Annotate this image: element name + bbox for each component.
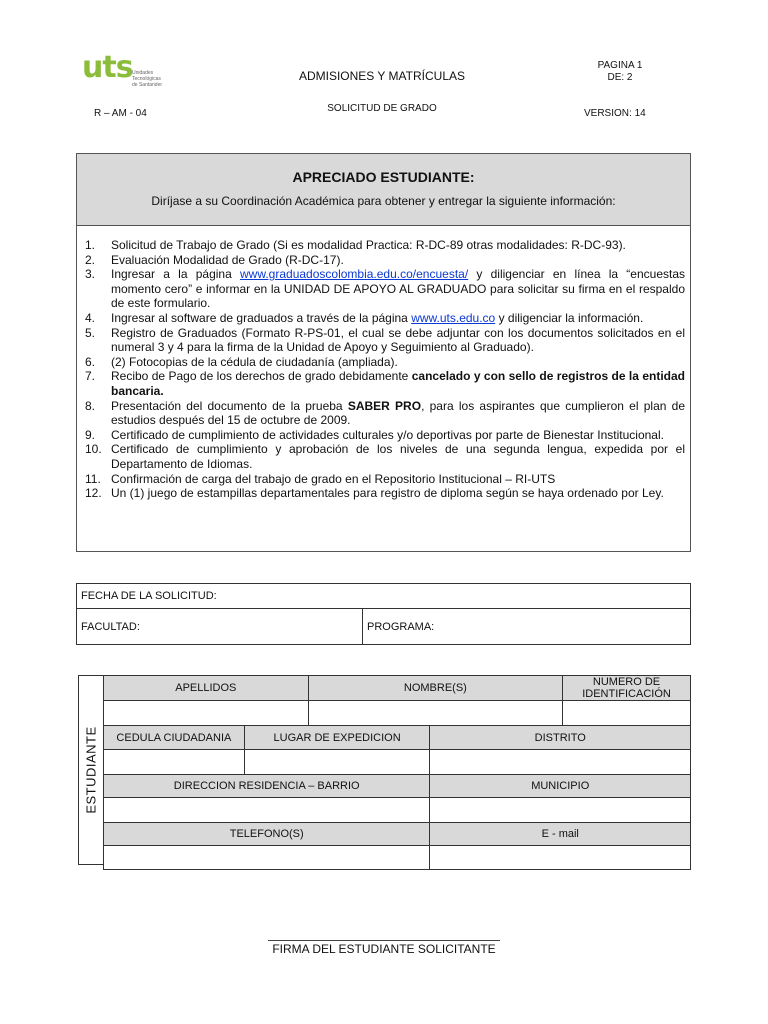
requirement-number: 11. <box>85 471 101 486</box>
programa-field[interactable]: PROGRAMA: <box>363 609 691 645</box>
distrito-input[interactable] <box>430 750 691 775</box>
requirement-text: Registro de Graduados (Formato R-PS-01, el cual se debe adjuntar con los documentos solicitados en el numeral 3 y 4 para la firma de la Unidad de Apoyo y Seguimiento al Graduado). <box>111 325 685 355</box>
requirement-text: y diligenciar la información. <box>495 310 644 325</box>
requirement-number: 12. <box>85 486 102 501</box>
telefono-header: TELEFONO(S) <box>104 823 430 846</box>
logo-sub-line: de Santander <box>132 82 163 88</box>
requirement-emphasis: SABER PRO <box>347 398 422 413</box>
requirement-number: 9. <box>85 427 96 442</box>
requirement-item <box>85 326 685 355</box>
requirement-number: 7. <box>85 369 96 384</box>
logo-text: uts <box>82 50 133 85</box>
requirement-text: Un (1) juego de estampillas departamentales para registro de diploma según se haya ordenado por Ley. <box>111 486 664 501</box>
requirement-text: Ingresar a la página <box>111 267 241 282</box>
requirement-text: Presentación del documento de la prueba <box>111 398 348 413</box>
document-subtitle: SOLICITUD DE GRADO <box>327 103 437 114</box>
requirements-header <box>77 154 690 226</box>
requirement-number: 1. <box>85 238 96 252</box>
requirement-number: 2. <box>85 252 96 267</box>
municipio-header: MUNICIPIO <box>430 775 691 798</box>
requirement-text: (2) Fotocopias de la cédula de ciudadanía (ampliada). <box>111 354 398 369</box>
requirements-title: APRECIADO ESTUDIANTE: <box>292 169 475 185</box>
signature-line[interactable] <box>268 940 500 941</box>
lugar-expedicion-input[interactable] <box>244 750 430 775</box>
requirement-link[interactable]: www.graduadoscolombia.edu.co/encuesta/ <box>240 267 469 282</box>
requirement-item <box>85 472 685 487</box>
logo-sub-line: Tecnológicas <box>132 76 161 82</box>
email-input[interactable] <box>430 846 691 870</box>
apellidos-header: APELLIDOS <box>104 676 309 701</box>
requirement-item <box>85 355 685 370</box>
requirement-item <box>85 399 685 428</box>
page-total: DE: 2 <box>607 72 633 83</box>
requirement-item <box>85 486 685 501</box>
document-code: R – AM - 04 <box>94 108 147 119</box>
signature-label: FIRMA DEL ESTUDIANTE SOLICITANTE <box>272 942 496 956</box>
logo-sub-line: Unidades <box>132 70 154 76</box>
requirement-emphasis: cancelado y con sello de registros de la entidad bancaria. <box>111 369 685 398</box>
requirement-text: Ingresar al software de graduados a través de la página <box>111 310 412 325</box>
cedula-input[interactable] <box>104 750 245 775</box>
requirement-text: Evaluación Modalidad de Grado (R-DC-17). <box>111 252 344 267</box>
requirement-number: 6. <box>85 354 96 369</box>
requirement-item <box>85 238 685 253</box>
requirement-number: 10. <box>85 442 102 457</box>
requirement-number: 8. <box>85 398 96 413</box>
student-data-table <box>103 675 691 870</box>
document-title: ADMISIONES Y MATRÍCULAS <box>298 69 466 83</box>
requirement-item <box>85 253 685 268</box>
requirement-text: Certificado de cumplimiento y aprobación de los niveles de una segunda lengua, expedida por el Departamento de Idiomas. <box>111 442 685 471</box>
nombres-header: NOMBRE(S) <box>308 676 562 701</box>
requirement-item <box>85 311 685 326</box>
municipio-input[interactable] <box>430 798 691 823</box>
estudiante-label-text: ESTUDIANTE <box>83 726 99 814</box>
requirement-item <box>85 442 685 471</box>
requirements-box <box>76 153 691 552</box>
requirement-item <box>85 428 685 443</box>
page-indicator <box>570 60 670 84</box>
apellidos-input[interactable] <box>104 701 309 726</box>
estudiante-side-label <box>78 675 104 865</box>
requirement-item <box>85 267 685 311</box>
identificacion-input[interactable] <box>563 701 691 726</box>
requirement-text: Solicitud de Trabajo de Grado (Si es modalidad Practica: R-DC-89 otras modalidades: R-DC-93). <box>111 238 626 252</box>
lugar-expedicion-header: LUGAR DE EXPEDICION <box>244 726 430 750</box>
requirement-text: , para los aspirantes que cumplieron el plan de estudios después del 15 de octubre de 2009. <box>111 398 685 428</box>
logo-subtitle <box>132 70 182 88</box>
distrito-header: DISTRITO <box>430 726 691 750</box>
requirement-text: Recibo de Pago de los derechos de grado debidamente <box>111 369 412 384</box>
direccion-header: DIRECCION RESIDENCIA – BARRIO <box>104 775 430 798</box>
requirements-instruction: Diríjase a su Coordinación Académica para obtener y entregar la siguiente información: <box>151 194 616 208</box>
requirement-number: 5. <box>85 325 96 340</box>
requirements-list <box>85 238 685 501</box>
requirement-text: Certificado de cumplimiento de actividades culturales y/o deportivas por parte de Bienestar Institucional. <box>111 427 664 442</box>
requirement-number: 4. <box>85 310 96 325</box>
requirement-link[interactable]: www.uts.edu.co <box>411 310 496 325</box>
identificacion-header: NUMERO DE IDENTIFICACIÓN <box>563 676 691 701</box>
email-header: E - mail <box>430 823 691 846</box>
document-version: VERSION: 14 <box>584 108 646 119</box>
requirement-text: Confirmación de carga del trabajo de grado en el Repositorio Institucional – RI-UTS <box>111 471 556 486</box>
requirement-item <box>85 369 685 398</box>
request-form-table <box>76 583 691 645</box>
direccion-input[interactable] <box>104 798 430 823</box>
uts-logo <box>82 50 172 94</box>
cedula-header: CEDULA CIUDADANIA <box>104 726 245 750</box>
requirement-text: y diligenciar en línea la “encuestas momento cero” e informar en la UNIDAD DE APOYO AL GRADUADO para solicitar su firma en el respaldo de este formulario. <box>111 267 685 311</box>
page-number: PAGINA 1 <box>597 60 643 71</box>
telefono-input[interactable] <box>104 846 430 870</box>
facultad-field[interactable]: FACULTAD: <box>77 609 363 645</box>
requirement-number: 3. <box>85 267 96 282</box>
fecha-solicitud-field[interactable]: FECHA DE LA SOLICITUD: <box>77 584 691 609</box>
nombres-input[interactable] <box>308 701 562 726</box>
